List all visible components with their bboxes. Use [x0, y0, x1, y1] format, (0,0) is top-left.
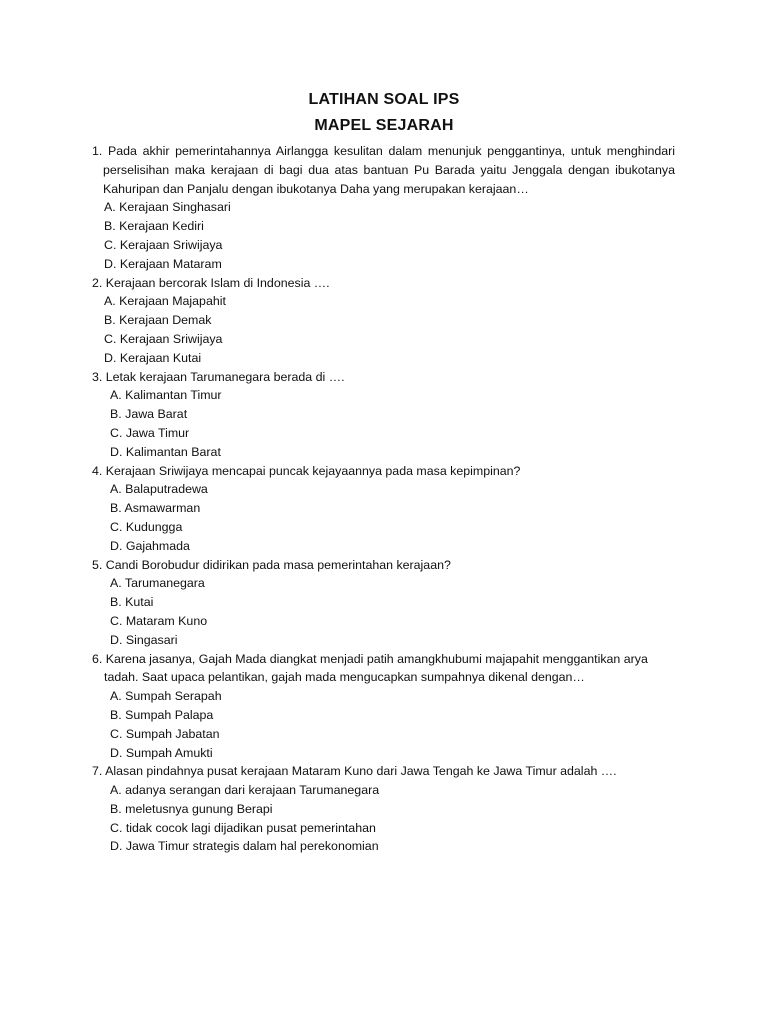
- option-a: A. Sumpah Serapah: [110, 689, 222, 704]
- option-b: B. Sumpah Palapa: [110, 707, 214, 722]
- option-d: D. Singasari: [110, 632, 178, 647]
- option-d: D. Kalimantan Barat: [110, 444, 221, 459]
- question-text: 4. Kerajaan Sriwijaya mencapai puncak kejayaannya pada masa kepimpinan?: [92, 463, 521, 478]
- question-text: 5. Candi Borobudur didirikan pada masa pemerintahan kerajaan?: [92, 557, 451, 572]
- question-text: 6. Karena jasanya, Gajah Mada diangkat menjadi patih amangkhubumi majapahit menggantikan arya tadah. Saat upaca pelantikan, gajah mada mengucapkan sumpahnya dikenal dengan…: [92, 651, 648, 685]
- question-text: 2. Kerajaan bercorak Islam di Indonesia ….: [92, 275, 330, 290]
- question-5: [92, 556, 675, 650]
- option-c: C. Kerajaan Sriwijaya: [104, 237, 223, 252]
- option-c: C. Sumpah Jabatan: [110, 726, 220, 741]
- option-c: C. tidak cocok lagi dijadikan pusat pemerintahan: [110, 820, 376, 835]
- option-a: A. Kalimantan Timur: [110, 388, 222, 403]
- question-text: 7. Alasan pindahnya pusat kerajaan Mataram Kuno dari Jawa Tengah ke Jawa Timur adalah ….: [92, 764, 617, 779]
- question-list: [92, 142, 675, 856]
- option-b: B. Kerajaan Demak: [104, 313, 212, 328]
- option-d: D. Jawa Timur strategis dalam hal perekonomian: [110, 839, 379, 854]
- option-c: C. Kerajaan Sriwijaya: [104, 331, 223, 346]
- option-a: A. Tarumanegara: [110, 576, 205, 591]
- option-b: B. Kutai: [110, 595, 154, 610]
- option-a: A. adanya serangan dari kerajaan Tarumanegara: [110, 783, 380, 798]
- option-c: C. Jawa Timur: [110, 425, 190, 440]
- question-4: [92, 462, 675, 556]
- option-b: B. Kerajaan Kediri: [104, 219, 204, 234]
- question-text: 3. Letak kerajaan Tarumanegara berada di ….: [92, 369, 345, 384]
- option-d: D. Sumpah Amukti: [110, 745, 213, 760]
- option-d: D. Kerajaan Mataram: [104, 256, 222, 271]
- option-d: D. Kerajaan Kutai: [104, 350, 202, 365]
- question-6: [92, 650, 675, 763]
- option-a: A. Kerajaan Majapahit: [104, 294, 226, 309]
- question-7: [92, 762, 675, 856]
- option-b: B. meletusnya gunung Berapi: [110, 801, 273, 816]
- option-b: B. Jawa Barat: [110, 407, 188, 422]
- document-subtitle: MAPEL SEJARAH: [314, 117, 454, 134]
- question-3: [92, 368, 675, 462]
- option-b: B. Asmawarman: [110, 501, 201, 516]
- question-text: 1. Pada akhir pemerintahannya Airlangga kesulitan dalam menunjuk penggantinya, untuk menghindari perselisihan maka kerajaan di bagi dua atas bantuan Pu Barada yaitu Jenggala dengan ibukotanya Kahuripan dan Panjalu dengan ibukotanya Daha yang merupakan kerajaan…: [92, 144, 675, 196]
- option-d: D. Gajahmada: [110, 538, 190, 553]
- option-c: C. Kudungga: [110, 519, 183, 534]
- option-a: A. Balaputradewa: [110, 482, 208, 497]
- option-c: C. Mataram Kuno: [110, 613, 208, 628]
- option-a: A. Kerajaan Singhasari: [104, 200, 231, 215]
- question-1: [92, 142, 675, 274]
- document-title: LATIHAN SOAL IPS: [308, 91, 460, 108]
- question-2: [92, 274, 675, 368]
